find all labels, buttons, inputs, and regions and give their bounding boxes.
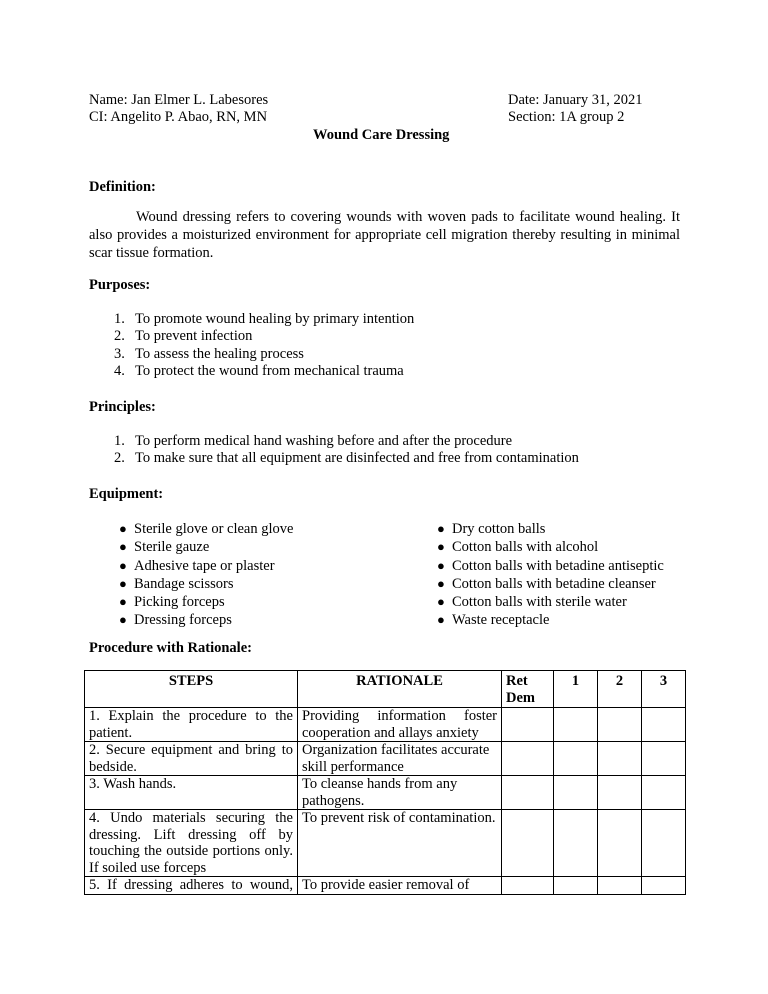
- purposes-heading: Purposes:: [89, 277, 151, 293]
- score-cell-2[interactable]: [598, 810, 642, 877]
- list-item: ● Adhesive tape or plaster: [119, 557, 275, 574]
- score-cell-2[interactable]: [598, 742, 642, 776]
- bullet-icon: ●: [437, 594, 445, 610]
- step-cell: 5. If dressing adheres to wound,: [85, 877, 298, 895]
- list-item: 3. To assess the healing process: [114, 345, 304, 362]
- list-item: 2. To prevent infection: [114, 328, 253, 345]
- list-item: ● Cotton balls with sterile water: [437, 594, 627, 611]
- list-item: ● Sterile gauze: [119, 539, 210, 556]
- bullet-icon: ●: [119, 575, 127, 591]
- score-cell-1[interactable]: [554, 877, 598, 895]
- list-item: ● Dry cotton balls: [437, 521, 546, 537]
- bullet-icon: ●: [119, 521, 127, 536]
- list-item: ● Cotton balls with betadine antiseptic: [437, 557, 664, 574]
- bullet-icon: ●: [119, 594, 127, 610]
- ret-dem-cell[interactable]: [502, 708, 554, 742]
- table-row: [85, 877, 686, 895]
- bullet-icon: ●: [437, 557, 445, 573]
- column-header-ret-dem: Ret Dem: [502, 671, 554, 708]
- score-cell-1[interactable]: [554, 708, 598, 742]
- list-item: 1. To perform medical hand washing before and after the procedure: [114, 433, 513, 449]
- list-item: ● Waste receptacle: [437, 612, 550, 629]
- clinical-instructor: CI: Angelito P. Abao, RN, MN: [89, 109, 268, 125]
- list-item: 2. To make sure that all equipment are disinfected and free from contamination: [114, 450, 579, 467]
- list-item: ● Dressing forceps: [119, 612, 232, 629]
- score-cell-3[interactable]: [642, 810, 686, 877]
- rationale-cell: To cleanse hands from any pathogens.: [298, 776, 502, 810]
- table-row: [85, 810, 686, 877]
- date: Date: January 31, 2021: [508, 92, 643, 108]
- step-cell: 1. Explain the procedure to the patient.: [85, 708, 298, 742]
- rationale-cell: To prevent risk of contamination.: [298, 810, 502, 877]
- list-item: 1. To promote wound healing by primary intention: [114, 311, 415, 327]
- score-cell-3[interactable]: [642, 708, 686, 742]
- bullet-icon: ●: [437, 521, 445, 536]
- list-item: ● Cotton balls with betadine cleanser: [437, 575, 656, 592]
- ret-dem-cell[interactable]: [502, 810, 554, 877]
- document-title: Wound Care Dressing: [313, 127, 450, 143]
- principles-list: [89, 432, 579, 467]
- column-header-steps: STEPS: [85, 671, 298, 708]
- equipment-list-right: [414, 520, 664, 630]
- score-cell-3[interactable]: [642, 742, 686, 776]
- table-row: [85, 708, 686, 742]
- score-cell-2[interactable]: [598, 776, 642, 810]
- definition-heading: Definition:: [89, 179, 156, 195]
- rationale-cell: To provide easier removal of: [298, 877, 502, 895]
- score-cell-2[interactable]: [598, 708, 642, 742]
- purposes-list: [89, 310, 414, 379]
- step-cell: 3. Wash hands.: [85, 776, 298, 810]
- ret-dem-cell[interactable]: [502, 877, 554, 895]
- bullet-icon: ●: [437, 612, 445, 628]
- list-item: ● Bandage scissors: [119, 575, 234, 592]
- list-item: ● Cotton balls with alcohol: [437, 539, 599, 556]
- ret-dem-cell[interactable]: [502, 776, 554, 810]
- equipment-heading: Equipment:: [89, 486, 164, 502]
- rationale-cell: Providing information foster cooperation and allays anxiety: [298, 708, 502, 742]
- step-cell: 2. Secure equipment and bring to bedside.: [85, 742, 298, 776]
- procedure-table: [84, 670, 686, 895]
- column-header-1: 1: [554, 671, 598, 708]
- bullet-icon: ●: [119, 612, 127, 628]
- bullet-icon: ●: [437, 575, 445, 591]
- column-header-rationale: RATIONALE: [298, 671, 502, 708]
- bullet-icon: ●: [119, 557, 127, 573]
- score-cell-3[interactable]: [642, 776, 686, 810]
- equipment-list-left: [96, 520, 293, 630]
- table-row: [85, 776, 686, 810]
- rationale-cell: Organization facilitates accurate skill performance: [298, 742, 502, 776]
- bullet-icon: ●: [119, 539, 127, 555]
- principles-heading: Principles:: [89, 399, 156, 415]
- student-name: Name: Jan Elmer L. Labesores: [89, 92, 269, 108]
- section: Section: 1A group 2: [508, 109, 625, 125]
- score-cell-1[interactable]: [554, 810, 598, 877]
- list-item: ● Sterile glove or clean glove: [119, 521, 294, 537]
- list-item: ● Picking forceps: [119, 594, 225, 611]
- definition-text: Wound dressing refers to covering wounds with woven pads to facilitate wound healing. It also provides a moisturized environment for appropriate cell migration thereby resulting in minimal scar tissue formation.: [89, 209, 680, 261]
- ret-dem-cell[interactable]: [502, 742, 554, 776]
- score-cell-3[interactable]: [642, 877, 686, 895]
- step-cell: 4. Undo materials securing the dressing. Lift dressing off by touching the outside portions only. If soiled use forceps: [85, 810, 298, 877]
- score-cell-1[interactable]: [554, 776, 598, 810]
- procedure-heading: Procedure with Rationale:: [89, 640, 252, 656]
- table-row: [85, 742, 686, 776]
- bullet-icon: ●: [437, 539, 445, 555]
- column-header-3: 3: [642, 671, 686, 708]
- score-cell-1[interactable]: [554, 742, 598, 776]
- list-item: 4. To protect the wound from mechanical trauma: [114, 362, 404, 379]
- column-header-2: 2: [598, 671, 642, 708]
- score-cell-2[interactable]: [598, 877, 642, 895]
- table-header-row: [85, 671, 686, 708]
